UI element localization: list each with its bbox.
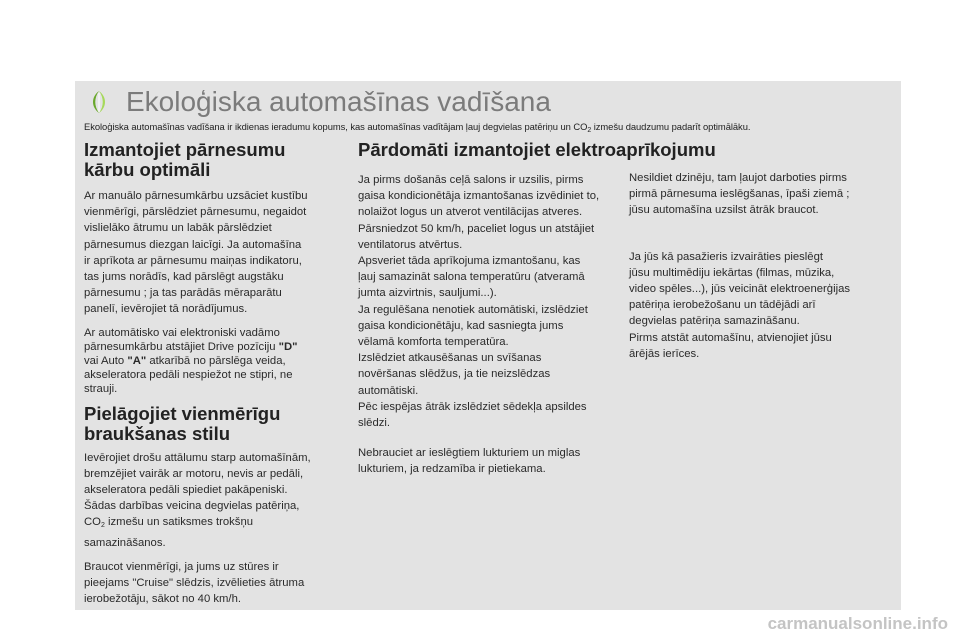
section-heading-electrical: Pārdomāti izmantojiet elektroaprīkojumu (358, 139, 716, 160)
lights-paragraph: Nebrauciet ar ieslēgtiem lukturiem un miglas lukturiem, ja redzamība ir pietiekama. (358, 447, 581, 476)
watermark: carmanualsonline.info (767, 614, 948, 633)
middle-column (358, 139, 716, 478)
section-heading-driving-style: Pielāgojiet vienmērīgu braukšanas stilu (84, 402, 281, 444)
electrical-paragraph: Ja pirms došanās ceļā salons ir uzsilis, pirms gaisa kondicionētāja izmantošanas izvēdiniet to, nolaižot logus un atverot ventilācijas atveres. Pārsniedzot 50 km/h, paceliet logus un atstājiet ventilatorus atvērtus. Apsveriet tāda aprīkojuma izmantošanu, kas ļauj samazināt salona temperatūru (atveramā jumta aizvirtnis, sauljumi...). Ja regulēšana nenotiek automātiski, izslēdziet gaisa kondicionētāju, kad sasniegta jums vēlamā komforta temperatūra. Izslēdziet atkausēšanas un svīšanas novēršanas slēdžus, ja tie neizslēdzas automātiski. Pēc iespējas ātrāk izslēdziet sēdekļa apsildes slēdzi. (358, 174, 600, 430)
gearbox-auto-paragraph: Ar automātisko vai elektroniski vadāmo pārnesumkārbu atstājiet Drive pozīciju "D" vai Auto "A" atkarībā no pārslēga veida, akseleratora pedāli nespiežot ne stipri, ne strauji. (84, 326, 298, 395)
right-column (629, 170, 899, 362)
section-heading-gearbox: Izmantojiet pārnesumu kārbu optimāli (84, 139, 286, 180)
driving-style-paragraph: Ievērojiet drošu attālumu starp automašīnām, bremzējiet vairāk ar motoru, nevis ar pedāli, akseleratora pedāli spiediet pakāpeniski. Šādas darbības veicina degvielas patēriņa, $CO_2$ izmešu un satiksmes trokšņu samazināšanos. (84, 451, 311, 549)
intro-text: Ekoloģiska automašīnas vadīšana ir ikdienas ieradumu kopums, kas automašīnas vadītājam ļauj degvielas patēriņu un $CO_2$ izmešu daudzumu padarīt optimālāku. (84, 121, 751, 134)
left-column (84, 140, 344, 607)
cruise-paragraph: Braucot vienmērīgi, ja jums uz stūres ir pieejams "Cruise" slēdzis, izvēlieties ātruma ierobežotāju, sākot no 40 km/h. (84, 560, 305, 606)
leaf-icon (88, 90, 110, 114)
engine-warmup-paragraph: Nesildiet dzinēju, tam ļaujot darboties pirms pirmā pārnesuma ieslēgšanas, īpaši ziemā ; jūsu automašīna uzsilst ātrāk braucot. (629, 172, 850, 217)
page-title: Ekoloģiska automašīnas vadīšana (126, 86, 551, 117)
multimedia-paragraph: Ja jūs kā pasažieris izvairāties pieslēgt jūsu multimēdiju iekārtas (filmas, mūzika, video spēles...), jūs veicināt elektroenerģijas patēriņa ierobežošanu un tādējādi arī degvielas patēriņa samazināšanu. Pirms atstāt automašīnu, atvienojiet jūsu ārējās ierīces. (629, 250, 851, 360)
gearbox-manual-paragraph: Ar manuālo pārnesumkārbu uzsāciet kustību vienmērīgi, pārslēdziet pārnesumu, negaidot vislielāko ātrumu un labāk pārslēdziet pārnesumus diezgan laicīgi. Ja automašīna ir aprīkota ar pārnesumu maiņas indikatoru, tas jums norādīs, kad pārslēgt augstāku pārnesumu ; ja tas parādās mēraparātu panelī, ievērojiet tā norādījumus. (84, 190, 308, 316)
